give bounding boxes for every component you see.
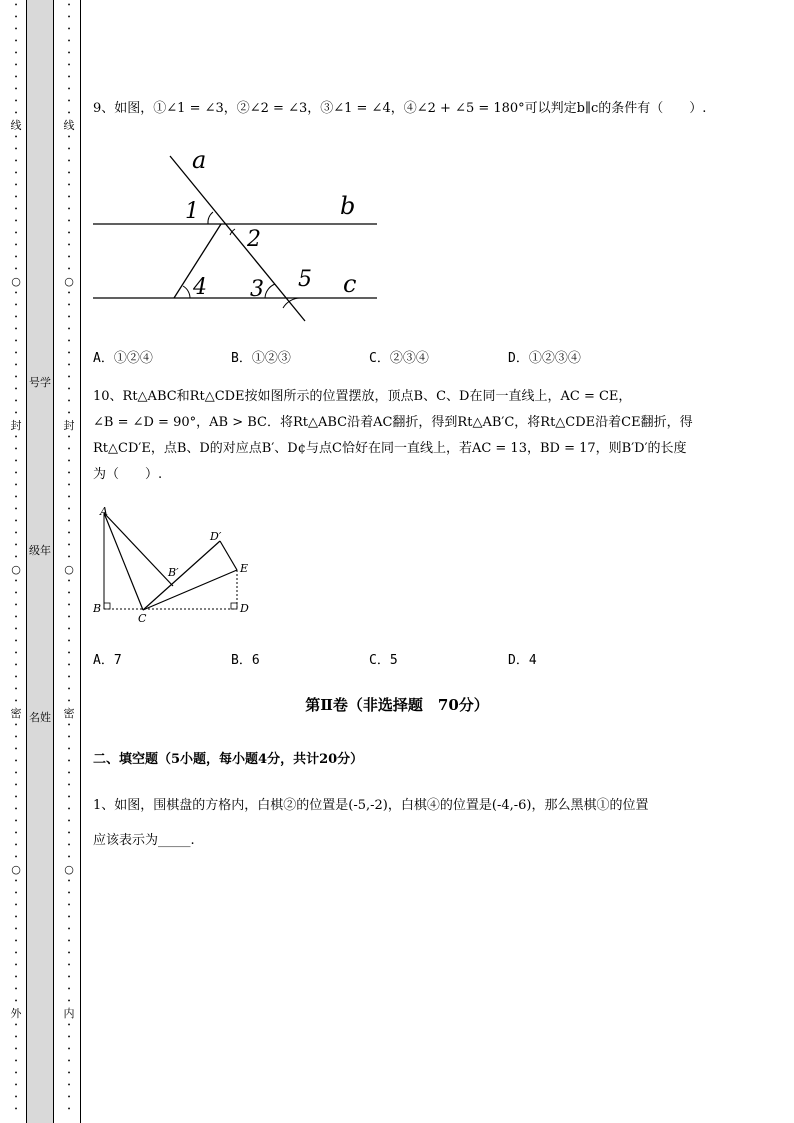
margin-dot: • — [14, 146, 18, 153]
margin-dot: • — [67, 86, 71, 93]
margin-dot: • — [14, 890, 18, 897]
margin-dot: • — [14, 350, 18, 357]
margin-dot: • — [67, 266, 71, 273]
margin-dot: • — [67, 818, 71, 825]
margin-dot: • — [67, 350, 71, 357]
margin-dot: • — [14, 134, 18, 141]
margin-dot: • — [14, 266, 18, 273]
margin-dot: • — [67, 134, 71, 141]
margin-dot: • — [14, 62, 18, 69]
margin-dot: • — [14, 842, 18, 849]
margin-dot: • — [67, 470, 71, 477]
arc-angle-5 — [283, 298, 301, 308]
margin-dot: • — [14, 974, 18, 981]
arc-angle-3 — [265, 284, 275, 298]
field-name: 名姓 — [29, 711, 51, 724]
outer-dotted-cut-line — [9, 0, 23, 1123]
margin-dot: • — [14, 962, 18, 969]
margin-dot: • — [14, 530, 18, 537]
margin-dot: • — [14, 1058, 18, 1065]
binding-margin — [0, 0, 90, 1123]
label-c: c — [343, 270, 357, 298]
margin-dot: • — [67, 98, 71, 105]
margin-mark: 封 — [63, 419, 75, 432]
margin-dot: • — [67, 782, 71, 789]
margin-dot: • — [14, 242, 18, 249]
margin-dot: • — [14, 746, 18, 753]
question-10-line-1: 10、Rt△ABC和Rt△CDE按如图所示的位置摆放，顶点B、C、D在同一直线上，AC = CE， — [93, 389, 632, 404]
margin-dot: • — [67, 590, 71, 597]
margin-dot: • — [67, 650, 71, 657]
label-4: 4 — [193, 275, 207, 300]
margin-dot: • — [67, 734, 71, 741]
margin-dot: • — [67, 1058, 71, 1065]
margin-dot: • — [67, 158, 71, 165]
margin-dot: • — [14, 830, 18, 837]
margin-dot: • — [67, 554, 71, 561]
margin-dot: • — [67, 410, 71, 417]
margin-dot: • — [14, 902, 18, 909]
margin-dot: • — [67, 614, 71, 621]
margin-dot: • — [67, 830, 71, 837]
margin-dot: • — [67, 254, 71, 261]
margin-dot: • — [14, 1094, 18, 1101]
margin-dot: • — [67, 914, 71, 921]
label-1: 1 — [185, 199, 199, 224]
label-3: 3 — [250, 277, 264, 302]
margin-dot: • — [67, 1094, 71, 1101]
margin-dot: • — [14, 626, 18, 633]
margin-mark: 线 — [10, 119, 22, 132]
margin-dot: • — [14, 1070, 18, 1077]
margin-dot: • — [14, 110, 18, 117]
label-B: B — [93, 602, 102, 615]
margin-dot: • — [67, 950, 71, 957]
margin-dot: • — [14, 818, 18, 825]
margin-dot: • — [14, 26, 18, 33]
margin-dot: • — [67, 578, 71, 585]
margin-dot: • — [67, 110, 71, 117]
margin-dot: • — [14, 314, 18, 321]
arc-angle-4 — [183, 286, 190, 298]
margin-dot: • — [14, 86, 18, 93]
margin-dot: • — [14, 554, 18, 561]
label-A: A — [100, 506, 108, 518]
margin-dot: • — [67, 794, 71, 801]
margin-dot: • — [67, 986, 71, 993]
margin-dot: • — [67, 2, 71, 9]
margin-dot: • — [14, 518, 18, 525]
margin-dot: • — [14, 734, 18, 741]
margin-mark: 密 — [10, 707, 22, 720]
question-9-figure — [90, 146, 390, 326]
margin-dot: • — [14, 722, 18, 729]
margin-dot: • — [14, 614, 18, 621]
margin-dot: • — [14, 950, 18, 957]
margin-mark: ○ — [64, 275, 74, 288]
margin-dot: • — [67, 326, 71, 333]
margin-mark: ○ — [11, 563, 21, 576]
margin-dot: • — [14, 938, 18, 945]
margin-dot: • — [14, 590, 18, 597]
margin-dot: • — [14, 374, 18, 381]
margin-dot: • — [67, 518, 71, 525]
margin-dot: • — [67, 362, 71, 369]
margin-dot: • — [14, 986, 18, 993]
question-10-line-4: 为（ ）. — [93, 467, 163, 482]
margin-dot: • — [67, 758, 71, 765]
margin-dot: • — [14, 434, 18, 441]
margin-dot: • — [67, 638, 71, 645]
margin-dot: • — [67, 62, 71, 69]
margin-dot: • — [14, 602, 18, 609]
margin-dot: • — [67, 602, 71, 609]
margin-dot: • — [67, 434, 71, 441]
margin-dot: • — [67, 446, 71, 453]
field-grade: 级年 — [29, 544, 51, 557]
q10-option-d[interactable]: D．4 — [508, 653, 537, 668]
margin-dot: • — [67, 854, 71, 861]
margin-dot: • — [14, 326, 18, 333]
fill-blank-heading: 二、填空题（5小题，每小题4分，共计20分） — [93, 752, 364, 767]
margin-dot: • — [14, 878, 18, 885]
label-a: a — [192, 146, 207, 174]
question-10-figure — [93, 506, 263, 626]
inner-dotted-cut-line — [62, 0, 76, 1123]
margin-dot: • — [14, 230, 18, 237]
margin-dot: • — [67, 746, 71, 753]
margin-dot: • — [14, 98, 18, 105]
margin-dot: • — [67, 506, 71, 513]
fill-question-1-line-1: 1、如图，围棋盘的方格内，白棋②的位置是(-5,-2)，白棋④的位置是(-4,-6)，那么黑棋①的位置 — [93, 798, 649, 813]
margin-dot: • — [14, 782, 18, 789]
margin-mark: 线 — [63, 119, 75, 132]
margin-dot: • — [67, 686, 71, 693]
margin-mark: 密 — [63, 707, 75, 720]
margin-dot: • — [14, 362, 18, 369]
margin-dot: • — [14, 398, 18, 405]
margin-dot: • — [14, 182, 18, 189]
margin-dot: • — [67, 1070, 71, 1077]
margin-dot: • — [67, 998, 71, 1005]
margin-dot: • — [14, 806, 18, 813]
margin-dot: • — [67, 542, 71, 549]
margin-dot: • — [14, 854, 18, 861]
margin-dot: • — [14, 2, 18, 9]
label-5: 5 — [298, 267, 312, 292]
margin-dot: • — [67, 26, 71, 33]
margin-dot: • — [67, 230, 71, 237]
margin-dot: • — [67, 374, 71, 381]
margin-mark: ○ — [11, 863, 21, 876]
margin-dot: • — [14, 338, 18, 345]
margin-dot: • — [67, 926, 71, 933]
label-2: 2 — [247, 227, 261, 252]
margin-dot: • — [67, 842, 71, 849]
margin-dot: • — [67, 458, 71, 465]
margin-dot: • — [14, 410, 18, 417]
margin-dot: • — [14, 14, 18, 21]
margin-dot: • — [67, 902, 71, 909]
margin-dot: • — [14, 254, 18, 261]
margin-dot: • — [67, 722, 71, 729]
label-E: E — [240, 562, 249, 575]
margin-dot: • — [67, 242, 71, 249]
margin-dot: • — [14, 194, 18, 201]
margin-dot: • — [14, 446, 18, 453]
label-D: D — [240, 602, 249, 615]
margin-dot: • — [14, 770, 18, 777]
margin-dot: • — [14, 674, 18, 681]
q10-option-b[interactable]: B．6 — [231, 653, 260, 668]
fill-question-1-line-2: 应该表示为_____. — [93, 833, 195, 848]
margin-dot: • — [67, 1082, 71, 1089]
label-D-prime: D′ — [210, 530, 222, 543]
section-2-title: 第Ⅱ卷（非选择题 70分） — [305, 696, 489, 714]
margin-dot: • — [67, 494, 71, 501]
margin-dot: • — [67, 182, 71, 189]
margin-dot: • — [67, 302, 71, 309]
margin-dot: • — [14, 170, 18, 177]
margin-dot: • — [67, 770, 71, 777]
margin-dot: • — [67, 482, 71, 489]
margin-dot: • — [14, 1046, 18, 1053]
margin-dot: • — [67, 626, 71, 633]
margin-dot: • — [67, 878, 71, 885]
margin-dot: • — [14, 1082, 18, 1089]
margin-dot: • — [67, 890, 71, 897]
margin-dot: • — [67, 194, 71, 201]
margin-dot: • — [67, 38, 71, 45]
margin-mark: ○ — [11, 275, 21, 288]
q9-option-c[interactable]: C．②③④ — [369, 351, 429, 366]
margin-dot: • — [67, 314, 71, 321]
margin-dot: • — [14, 218, 18, 225]
student-info-band — [26, 0, 54, 1123]
margin-dot: • — [67, 806, 71, 813]
margin-dot: • — [14, 158, 18, 165]
margin-dot: • — [67, 974, 71, 981]
margin-dot: • — [14, 506, 18, 513]
q10-option-c[interactable]: C．5 — [369, 653, 398, 668]
margin-dot: • — [67, 962, 71, 969]
margin-dot: • — [14, 38, 18, 45]
margin-dot: • — [14, 74, 18, 81]
margin-dot: • — [14, 470, 18, 477]
margin-dot: • — [14, 998, 18, 1005]
q9-option-b[interactable]: B．①②③ — [231, 351, 291, 366]
margin-dot: • — [14, 290, 18, 297]
margin-dot: • — [67, 1046, 71, 1053]
q10-option-a[interactable]: A．7 — [93, 653, 122, 668]
question-10-line-3: Rt△CD′E，点B、D的对应点B′、D¢与点C恰好在同一直线上，若AC = 13，BD = 17，则B′D′的长度 — [93, 441, 687, 456]
margin-mark: ○ — [64, 863, 74, 876]
margin-dot: • — [14, 578, 18, 585]
margin-dot: • — [14, 650, 18, 657]
question-10-line-2: ∠B = ∠D = 90°，AB > BC．将Rt△ABC沿着AC翻折，得到Rt△AB′C，将Rt△CDE沿着CE翻折，得 — [93, 415, 693, 430]
margin-dot: • — [67, 530, 71, 537]
margin-dot: • — [67, 386, 71, 393]
margin-dot: • — [14, 698, 18, 705]
margin-dot: • — [67, 1022, 71, 1029]
margin-dot: • — [67, 74, 71, 81]
field-student-id: 号学 — [29, 376, 51, 389]
margin-dot: • — [14, 914, 18, 921]
margin-dot: • — [14, 662, 18, 669]
margin-dot: • — [14, 926, 18, 933]
q9-option-a[interactable]: A．①②④ — [93, 351, 153, 366]
label-b: b — [340, 192, 356, 220]
margin-dot: • — [67, 218, 71, 225]
margin-dot: • — [67, 662, 71, 669]
margin-dot: • — [14, 1034, 18, 1041]
margin-dot: • — [14, 458, 18, 465]
margin-dot: • — [14, 638, 18, 645]
margin-dot: • — [14, 1106, 18, 1113]
margin-dot: • — [67, 206, 71, 213]
margin-dot: • — [14, 302, 18, 309]
margin-mark: 内 — [63, 1007, 75, 1020]
margin-dot: • — [14, 758, 18, 765]
margin-dot: • — [14, 494, 18, 501]
margin-dot: • — [67, 338, 71, 345]
margin-dot: • — [14, 50, 18, 57]
question-9-stem: 9、如图，①∠1 = ∠3，②∠2 = ∠3，③∠1 = ∠4，④∠2 + ∠5 = 180°可以判定b∥c的条件有（ ）. — [93, 101, 707, 116]
margin-dot: • — [14, 794, 18, 801]
margin-dot: • — [67, 938, 71, 945]
margin-mark: 封 — [10, 419, 22, 432]
margin-dot: • — [14, 386, 18, 393]
margin-dot: • — [67, 1034, 71, 1041]
margin-dot: • — [67, 398, 71, 405]
margin-dot: • — [67, 170, 71, 177]
label-B-prime: B′ — [168, 566, 179, 579]
label-C: C — [138, 612, 147, 625]
margin-dot: • — [14, 686, 18, 693]
q9-option-d[interactable]: D．①②③④ — [508, 351, 581, 366]
margin-mark: ○ — [64, 563, 74, 576]
margin-dot: • — [67, 1106, 71, 1113]
margin-dot: • — [67, 146, 71, 153]
margin-border-line — [80, 0, 81, 1123]
margin-mark: 外 — [10, 1007, 22, 1020]
margin-dot: • — [67, 290, 71, 297]
arc-angle-1 — [208, 212, 213, 224]
margin-dot: • — [14, 542, 18, 549]
margin-dot: • — [67, 50, 71, 57]
margin-dot: • — [67, 674, 71, 681]
margin-dot: • — [14, 482, 18, 489]
margin-dot: • — [14, 206, 18, 213]
margin-dot: • — [14, 1022, 18, 1029]
margin-dot: • — [67, 698, 71, 705]
margin-dot: • — [67, 14, 71, 21]
